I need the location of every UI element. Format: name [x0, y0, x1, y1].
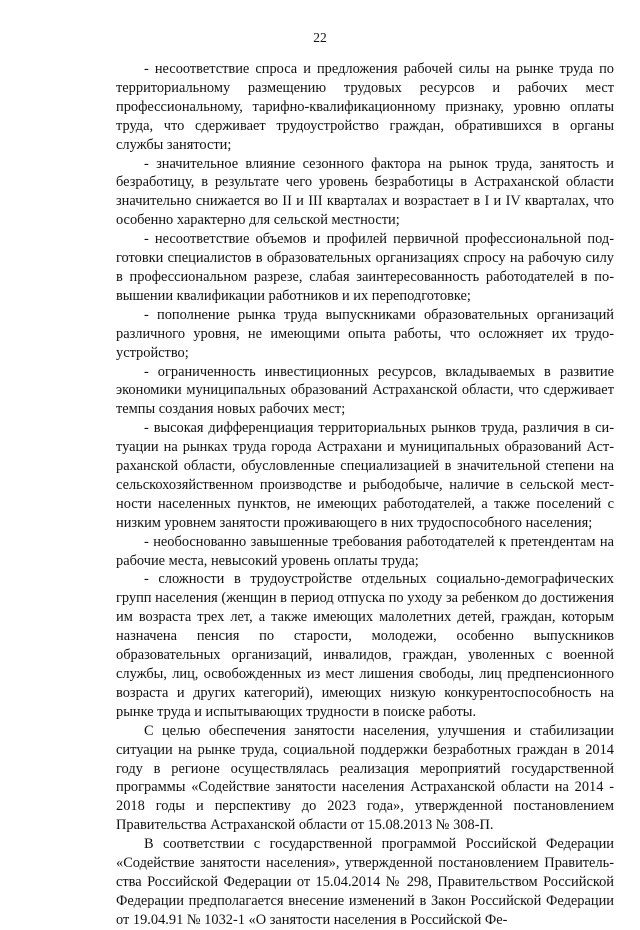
- paragraph-3: - несоответствие объемов и профилей первичной профессиональной подготовки специалистов в образовательных организациях спросу на рабочую силу в профессиональном разрезе, слабая заинтересованность работодателей в повышении квалификации работников и их переподготовке;: [116, 231, 614, 304]
- paragraph-6: - высокая дифференциация территориальных рынков труда, различия в ситуации на рынках труда города Астрахани и муниципальных образований Астраханской области, обусловленные специализацией в значительной степени на сельскохозяйственном производстве и рыбодобыче, наличие в сельской местности населенных пунктов, не имеющих работодателей, а также поселений с низким уровнем занятости проживающего в них трудоспособного населения;: [116, 420, 614, 531]
- paragraph-10: В соответствии с государственной программой Российской Федерации «Содействие занятости населения», утвержденной постановлением Правительства Российской Федерации от 15.04.2014 № 298, Правительством Российской Федерации предполагается внесение изменений в Закон Российской Федерации от 19.04.91 № 1032-1 «О занятости населения в Российской Фе-: [116, 836, 614, 928]
- page-number: 22: [313, 30, 327, 45]
- paragraph-8: - сложности в трудоустройстве отдельных социально-демографических групп населения (женщин в период отпуска по уходу за ребенком до достижения им возраста трех лет, а также имеющих малолетних детей, граждан, которым назначена пенсия по старости, молодежи, особенно выпускников образовательных организаций, инвалидов, граждан, уволенных с военной службы, лиц, освобожденных из мест лишения свободы, лиц предпенсионного возраста и других категорий), имеющих низкую конкурентоспособность на рынке труда и испытывающих трудности в поиске работы.: [116, 571, 614, 720]
- paragraph-2: - значительное влияние сезонного фактора на рынок труда, занятость и безработицу, в результате чего уровень безработицы в Астраханской области значительно снижается во II и III кварталах и возрастает в I и IV кварталах, что особенно характерно для сельской местности;: [116, 155, 614, 229]
- paragraph-5: - ограниченность инвестиционных ресурсов, вкладываемых в развитие экономики муниципальных образований Астраханской области, что сдерживает темпы создания новых рабочих мест;: [116, 363, 614, 418]
- body-text: [116, 60, 614, 930]
- paragraph-1: - несоответствие спроса и предложения рабочей силы на рынке труда по территориальному размещению трудовых ресурсов и рабочих мест профессиональному, тарифно-квалификационному признаку, уровню оплаты труда, что сдерживает трудоустройство граждан, обратившихся в органы службы занятости;: [116, 61, 614, 153]
- paragraph-9: С целью обеспечения занятости населения, улучшения и стабилизации ситуации на рынке труда, социальной поддержки безработных граждан в 2014 году в регионе осуществлялась реализация мероприятий государственной программы «Содействие занятости населения Астраханской области на 2014 - 2018 годы и перспективу до 2023 года», утвержденной постановлением Правительства Астраханской области от 15.08.2013 № 308-П.: [116, 722, 614, 834]
- paragraph-7: - необоснованно завышенные требования работодателей к претендентам на рабочие места, невысокий уровень оплаты труда;: [116, 533, 614, 569]
- paragraph-4: - пополнение рынка труда выпускниками образовательных организаций различного уровня, не имеющими опыта работы, что осложняет их трудоустройство;: [116, 306, 614, 361]
